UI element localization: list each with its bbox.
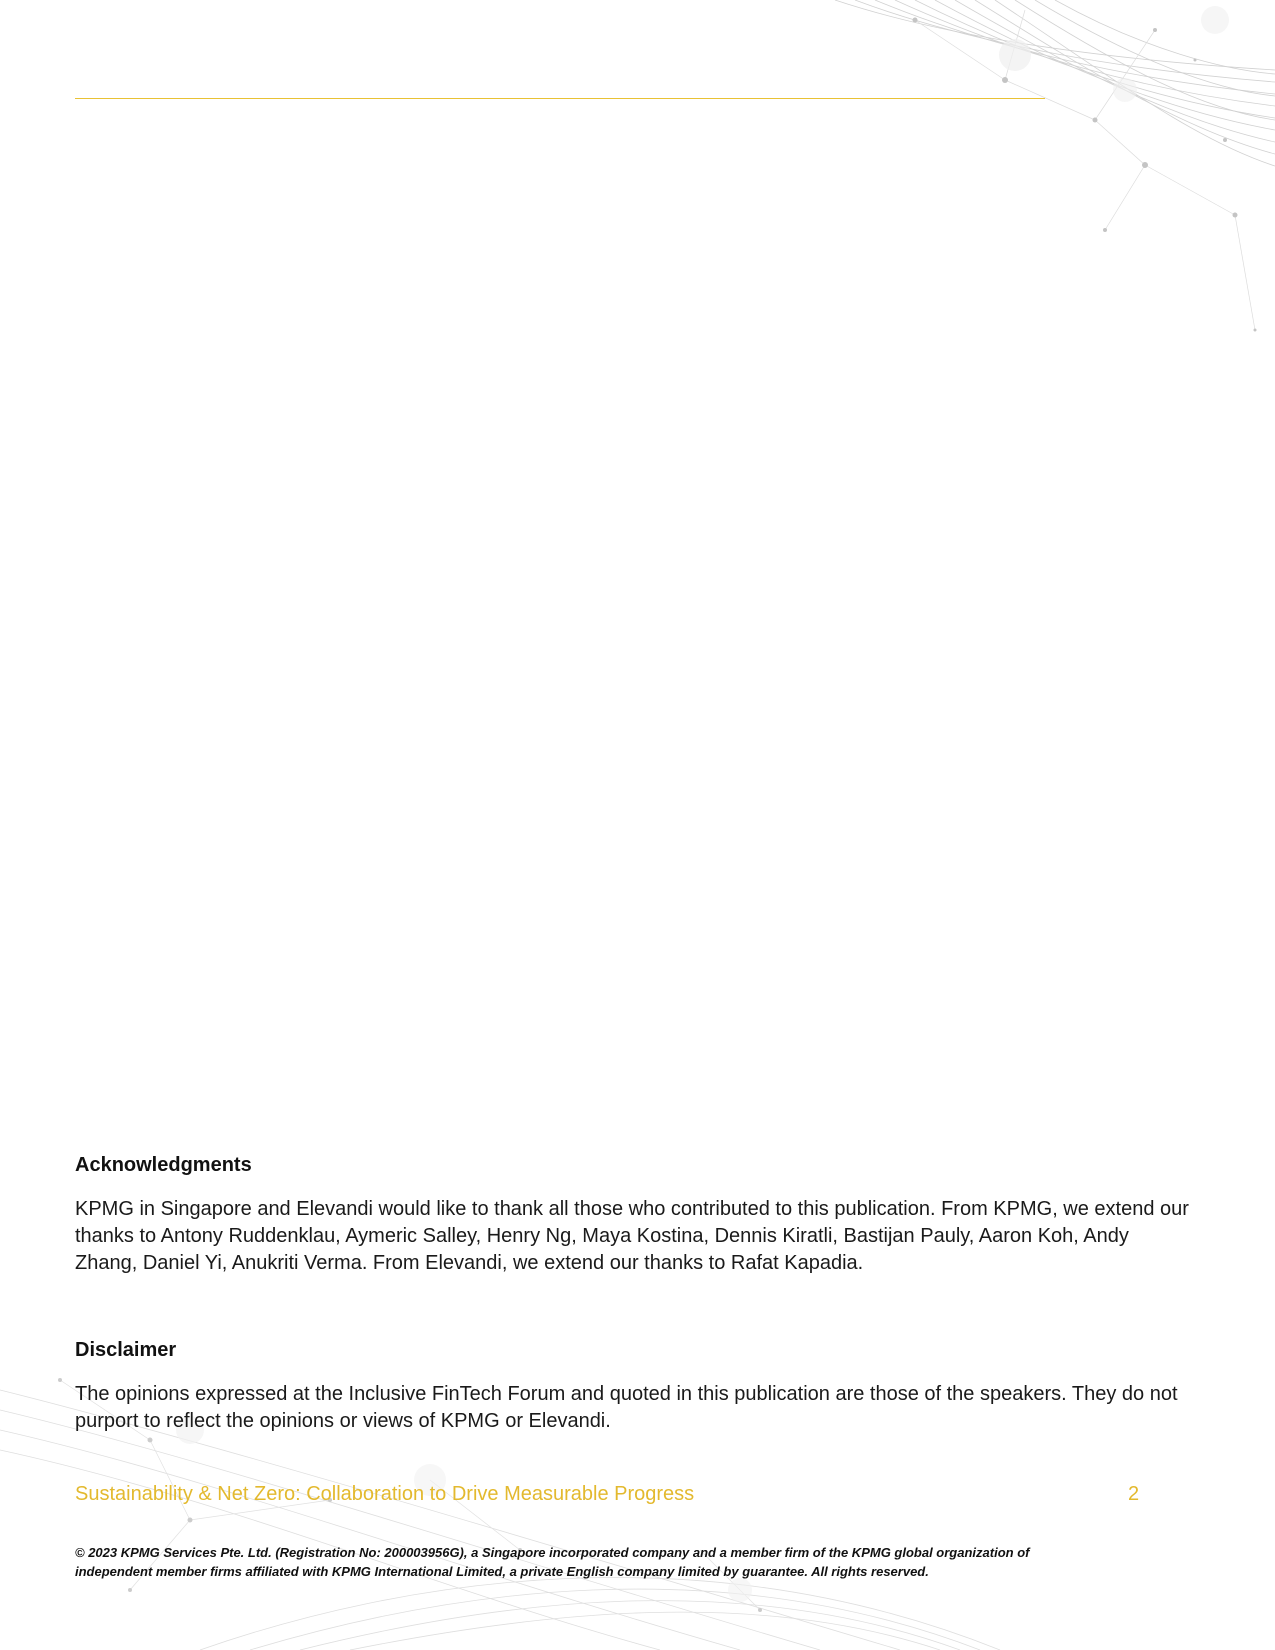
footer-publication-title: Sustainability & Net Zero: Collaboration to Drive Measurable Progress bbox=[75, 1483, 695, 1505]
header-rule bbox=[75, 98, 1045, 99]
copyright-notice: © 2023 KPMG Services Pte. Ltd. (Registration No: 200003956G), a Singapore incorporated company and a member firm of the KPMG global organization of independent member firms affiliated with KPMG International Limited, a private English company limited by guarantee. All rights reserved. bbox=[75, 1545, 1030, 1579]
disclaimer-section bbox=[75, 1337, 1195, 1435]
acknowledgments-heading: Acknowledgments bbox=[75, 1154, 252, 1176]
page-number: 2 bbox=[1128, 1483, 1140, 1505]
acknowledgments-section bbox=[75, 1152, 1195, 1277]
acknowledgments-body: KPMG in Singapore and Elevandi would like to thank all those who contributed to this publication. From KPMG, we extend our thanks to Antony Ruddenklau, Aymeric Salley, Henry Ng, Maya Kostina, Dennis Kiratli, Bastijan Pauly, Aaron Koh, Andy Zhang, Daniel Yi, Anukriti Verma. From Elevandi, we extend our thanks to Rafat Kapadia. bbox=[75, 1198, 1189, 1274]
decorative-network-graphic-top bbox=[815, 0, 1275, 380]
disclaimer-heading: Disclaimer bbox=[75, 1339, 177, 1361]
disclaimer-body: The opinions expressed at the Inclusive FinTech Forum and quoted in this publication are those of the speakers. They do not purport to reflect the opinions or views of KPMG or Elevandi. bbox=[75, 1383, 1178, 1432]
